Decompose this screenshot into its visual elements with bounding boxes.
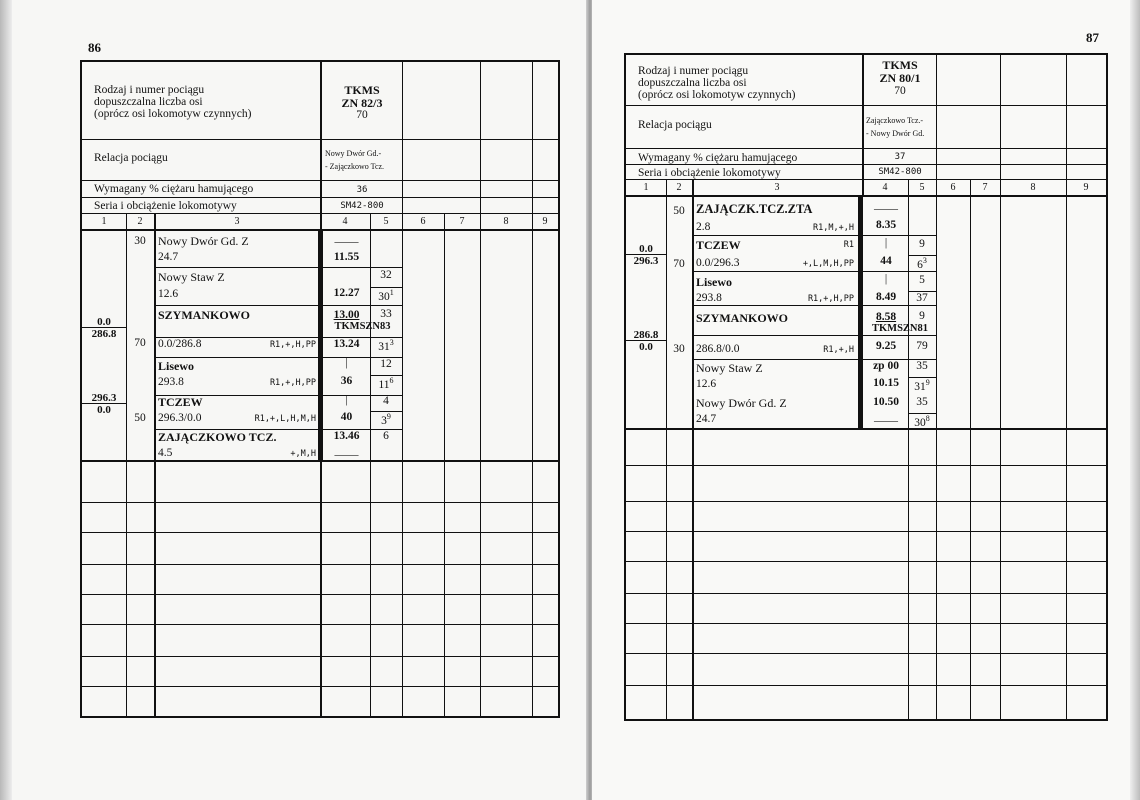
series-value: SM42-800 (878, 167, 922, 177)
run-time: 4 (383, 395, 389, 407)
page-number: 86 (88, 40, 101, 55)
col-3: 3 (774, 182, 780, 193)
page-edge (0, 0, 12, 800)
station-codes: R1,M,+,H (813, 223, 854, 233)
time-value: 13.46 (333, 430, 360, 442)
run-time: $6^3$ (908, 255, 936, 271)
time-value: 10.15 (873, 377, 899, 389)
time-pass-mark: | (884, 273, 888, 285)
run-time: 5 (919, 274, 925, 286)
run-time: $11^6$ (370, 375, 402, 391)
speed-2: 70 (134, 337, 146, 349)
station-name: SZYMANKOWO (696, 311, 789, 325)
relation-label: Relacja pociągu (94, 152, 168, 164)
col-6: 6 (950, 182, 956, 193)
relation-label: Relacja pociągu (638, 119, 712, 131)
header-line-1: Rodzaj i numer pociągu (94, 84, 205, 96)
station-codes: R1 (843, 240, 854, 250)
station-name: Lisewo (158, 359, 194, 373)
relation-2: - Zajączkowo Tcz. (325, 162, 385, 171)
time-value: 40 (340, 411, 353, 423)
train-axles: 70 (894, 85, 906, 97)
station-km: 12.6 (696, 378, 717, 390)
header-line-3: (oprócz osi lokomotyw czynnych) (94, 108, 252, 120)
run-time: 32 (380, 269, 392, 281)
time-value: 8.35 (875, 219, 897, 231)
col-6: 6 (420, 216, 426, 227)
time-pass-mark: | (345, 357, 348, 369)
train-axles: 70 (356, 109, 368, 121)
station-km: 293.8 (696, 292, 722, 304)
km-mark-b: 296.3 (626, 254, 666, 267)
col-8: 8 (503, 216, 509, 227)
station-codes: R1,+,H,PP (807, 294, 854, 304)
train-number: ZN 80/1 (879, 71, 921, 85)
km-mark-c: 296.3 (91, 392, 117, 404)
col-4: 4 (342, 216, 348, 227)
station-codes: R1,+,L,H,M,H (254, 414, 316, 424)
time-dash: —— (874, 413, 898, 427)
col-2: 2 (676, 182, 682, 193)
speed-1: 30 (134, 235, 146, 247)
station-km: 0.0/296.3 (696, 257, 740, 269)
col-7: 7 (459, 216, 465, 227)
time-dash: —— (334, 447, 359, 461)
station-name: Nowy Staw Z (158, 270, 225, 284)
km-mark-d: 0.0 (626, 340, 666, 353)
station-codes: R1,+,H,PP (269, 340, 316, 350)
header-line-3: (oprócz osi lokomotyw czynnych) (638, 89, 796, 101)
station-km: 24.7 (158, 251, 179, 263)
header-line-1: Rodzaj i numer pociągu (638, 65, 749, 77)
relation-2: - Nowy Dwór Gd. (866, 129, 925, 138)
km-mark-b: 286.8 (82, 327, 126, 340)
timetable-right (624, 53, 1108, 721)
col-9: 9 (1083, 182, 1089, 193)
relation-1: Nowy Dwór Gd.- (325, 149, 382, 158)
run-time: 35 (916, 360, 928, 372)
brake-value: 36 (356, 185, 368, 195)
station-codes: R1,+,H (823, 345, 854, 355)
run-time: 9 (919, 238, 925, 250)
train-type: TKMS (344, 83, 380, 97)
speed-2: 70 (673, 258, 685, 270)
time-value: 12.27 (333, 287, 360, 299)
run-time: 9 (919, 310, 925, 322)
km-mark-a: 0.0 (97, 316, 111, 328)
station-km: 296.3/0.0 (158, 412, 202, 424)
station-km: 0.0/286.8 (158, 338, 202, 350)
km-mark-a: 0.0 (639, 243, 653, 255)
time-value: 44 (880, 255, 892, 267)
time-value: 9.25 (875, 340, 897, 352)
speed-1: 50 (673, 205, 685, 217)
time-value: 13.24 (333, 338, 360, 350)
train-note: TKMSZN81 (871, 323, 928, 334)
col-5: 5 (919, 182, 925, 193)
col-2: 2 (137, 216, 143, 227)
col-8: 8 (1030, 182, 1036, 193)
timetable-left (80, 60, 560, 718)
page-number: 87 (1086, 30, 1099, 45)
run-time: 12 (380, 358, 392, 370)
station-km: 4.5 (158, 447, 173, 459)
station-km: 12.6 (158, 288, 179, 300)
station-name: ZAJĄCZK.TCZ.ZTA (696, 202, 813, 216)
run-time: $30^8$ (908, 413, 936, 429)
time-value: 8.58 (875, 311, 897, 323)
page-edge (1130, 0, 1140, 800)
time-value: 11.55 (333, 251, 360, 263)
station-name: Nowy Dwór Gd. Z (158, 234, 249, 248)
right-page (592, 0, 1140, 800)
run-time: $31^9$ (908, 377, 936, 393)
run-time: $31^3$ (378, 338, 394, 353)
run-time: 79 (916, 340, 928, 352)
header-line-2: dopuszczalna liczba osi (94, 96, 203, 108)
run-time: 33 (380, 308, 392, 320)
run-time: 35 (916, 396, 928, 408)
time-value: 8.49 (875, 291, 897, 303)
col-1: 1 (101, 216, 107, 227)
brake-label: Wymagany % ciężaru hamującego (94, 183, 254, 195)
train-type: TKMS (882, 58, 918, 72)
run-time: $30^1$ (370, 287, 402, 303)
time-value: 13.00 (333, 309, 360, 321)
time-value: zp 00 (873, 360, 899, 372)
station-km: 2.8 (696, 221, 711, 233)
station-km: 24.7 (696, 413, 717, 425)
km-mark-c: 286.8 (633, 329, 659, 341)
station-codes: +,M,H (290, 449, 316, 459)
station-name: TCZEW (696, 238, 741, 252)
brake-label: Wymagany % ciężaru hamującego (638, 152, 798, 164)
run-time: 6 (383, 430, 389, 442)
speed-3: 30 (673, 343, 685, 355)
train-number: ZN 82/3 (341, 96, 383, 110)
header-line-2: dopuszczalna liczba osi (638, 77, 747, 89)
time-value: 10.50 (873, 396, 899, 408)
station-codes: R1,+,H,PP (269, 378, 316, 388)
station-name: Nowy Dwór Gd. Z (696, 396, 787, 410)
station-name: ZAJĄCZKOWO TCZ. (158, 430, 277, 444)
station-name: SZYMANKOWO (158, 308, 251, 322)
train-note: TKMSZN83 (334, 321, 391, 332)
run-time: $3^9$ (370, 411, 402, 427)
time-dash: —— (874, 201, 898, 215)
col-5: 5 (383, 216, 389, 227)
station-name: Nowy Staw Z (696, 361, 763, 375)
run-time: 37 (908, 291, 936, 304)
km-mark-d: 0.0 (82, 403, 126, 416)
speed-3: 50 (134, 412, 146, 424)
col-9: 9 (542, 216, 548, 227)
station-km: 286.8/0.0 (696, 343, 740, 355)
time-pass-mark: | (345, 394, 348, 406)
brake-value: 37 (894, 152, 906, 162)
col-7: 7 (982, 182, 988, 193)
station-km: 293.8 (158, 376, 184, 388)
series-value: SM42-800 (340, 201, 384, 211)
time-value: 36 (340, 375, 353, 387)
station-name: TCZEW (158, 395, 203, 409)
col-3: 3 (234, 216, 240, 227)
time-pass-mark: | (884, 237, 888, 249)
relation-1: Zajączkowo Tcz.- (866, 116, 924, 125)
station-name: Lisewo (696, 275, 732, 289)
col-4: 4 (882, 182, 888, 193)
station-codes: +,L,M,H,PP (802, 259, 854, 269)
series-label: Seria i obciążenie lokomotywy (94, 200, 237, 212)
col-1: 1 (643, 182, 649, 193)
series-label: Seria i obciążenie lokomotywy (638, 167, 781, 179)
time-dash: —— (334, 234, 359, 248)
